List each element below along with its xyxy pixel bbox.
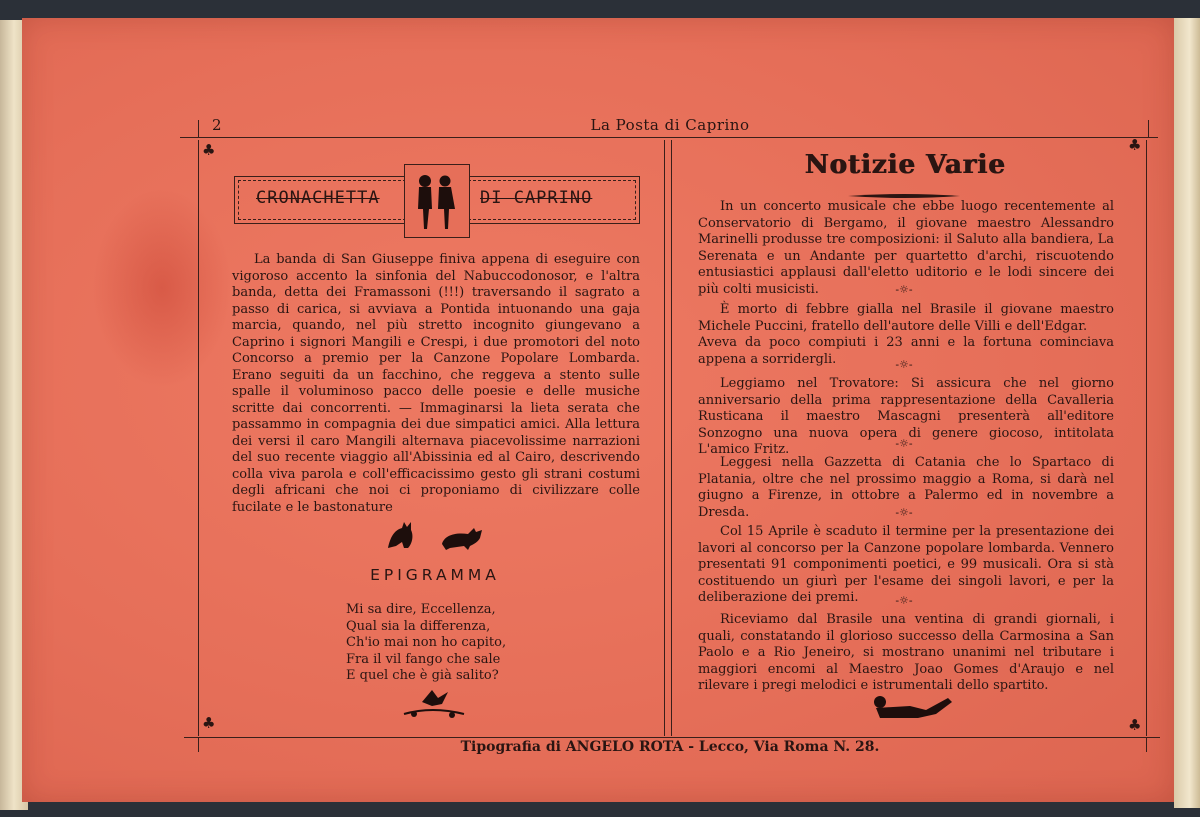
notizie-varie-title: Notizie Varie xyxy=(804,150,1006,180)
poem-line: Mi sa dire, Eccellenza, xyxy=(346,602,496,617)
frame-right xyxy=(1146,140,1147,736)
cats-silhouette-icon xyxy=(384,518,488,556)
book-edge-right xyxy=(1174,18,1200,808)
footer-tick-left xyxy=(198,738,199,752)
epigram-poem xyxy=(346,602,566,685)
banner-left-word: CRONACHETTA xyxy=(256,188,380,208)
clover-ornament-icon: ♣ xyxy=(202,141,216,159)
separator-ornament: -☼- xyxy=(895,437,913,450)
running-title: La Posta di Caprino xyxy=(590,116,750,134)
header-tick-right xyxy=(1148,120,1149,138)
clover-ornament-icon: ♣ xyxy=(202,714,216,732)
news-item: È morto di febbre gialla nel Brasile il giovane maestro Michele Puccini, fratello dell'autore delle Villi e dell'Edgar. Aveva da poco compiuti i 23 anni e la fortuna cominciava appena a sorridergli. xyxy=(698,302,1114,367)
separator-ornament: -☼- xyxy=(895,283,913,296)
column-rule-b xyxy=(671,140,672,736)
clover-ornament-icon: ♣ xyxy=(1128,716,1142,734)
frame-left xyxy=(198,140,199,736)
news-item: Col 15 Aprile è scaduto il termine per la presentazione dei lavori al concorso per la Canzone popolare lombarda. Vennero presentati 91 componimenti poetici, e 99 musicali. Ora si stà costituendo un giurì per l'esame dei singoli lavori, e per la deliberazione dei premi. xyxy=(698,524,1114,605)
news-item: Riceviamo dal Brasile una ventina di grandi giornali, i quali, constatando il glorioso successo della Carmosina a San Paolo e a Rio Jeneiro, si mostrano unanimi nel tributare i maggiori encomi al Maestro Joao Gomes d'Araujo e nel rilevare i pregi melodici e istrumentali dello spartito. xyxy=(698,612,1114,693)
printer-imprint: Tipografia di ANGELO ROTA - Lecco, Via Roma N. 28. xyxy=(460,739,880,755)
epigram-title: EPIGRAMMA xyxy=(370,566,500,584)
footer-rule xyxy=(184,737,1160,738)
news-item: In un concerto musicale che ebbe luogo recentemente al Conservatorio di Bergamo, il giovane maestro Alessandro Marinelli produsse tre composizioni: il Saluto alla bandiera, La Serenata e un Andante per quartetto d'archi, riscuotendo entusiastici applausi dall'eletto uditorio e le lodi sincere dei più colti musicisti. xyxy=(698,199,1114,297)
children-silhouette-icon xyxy=(404,164,470,238)
separator-ornament: -☼- xyxy=(895,358,913,371)
paper-stain xyxy=(92,188,232,388)
title-flourish-icon xyxy=(848,184,960,188)
header-rule xyxy=(180,137,1158,138)
reclining-figure-icon xyxy=(870,694,954,726)
column-rule-a xyxy=(664,140,665,736)
banner-right-word: DI CAPRINO xyxy=(480,188,593,208)
footer-tick-right xyxy=(1146,738,1147,752)
bird-branch-ornament-icon xyxy=(402,684,466,724)
poem-line: Ch'io mai non ho capito, xyxy=(346,635,507,650)
news-item: Leggesi nella Gazzetta di Catania che lo Spartaco di Platania, oltre che nel prossimo maggio a Roma, si darà nel giugno a Firenze, in ottobre a Palermo ed in novembre a Dresda. xyxy=(698,455,1114,520)
separator-ornament: -☼- xyxy=(895,506,913,519)
page-number: 2 xyxy=(212,116,222,134)
poem-line: Qual sia la differenza, xyxy=(346,618,491,634)
cronachetta-article: La banda di San Giuseppe finiva appena di eseguire con vigoroso accento la sinfonia del Nabuccodonosor, e l'altra banda, detta dei Framassoni (!!!) traversando il sagrato a passo di carica, si avviava a Pontida intuonando una gaja marcia, quando, nel più stretto incognito giungevano a Caprino i signori Mangili e Crespi, i due promotori del noto Concorso a premio per la Canzone Popolare Lombarda. Erano seguiti da un facchino, che reggeva a stento sulle spalle il voluminoso pacco delle poesie e delle musiche scritte dai concorrenti. — Immaginarsi la lieta serata che passammo in compagnia dei due simpatici amici. Alla lettura dei versi il caro Mangili alternava piacevolissime narrazioni del suo recente viaggio all'Abissinia ed al Cairo, descrivendo colla viva parola e coll'efficacissimo gesto gli strani costumi degli africani che noi ci proponiamo di civilizzare colle fucilate e le bastonature xyxy=(232,252,640,515)
poem-line: Fra il vil fango che sale xyxy=(346,651,501,667)
separator-ornament: -☼- xyxy=(895,594,913,607)
clover-ornament-icon: ♣ xyxy=(1128,136,1142,154)
poem-line: E quel che è già salito? xyxy=(346,668,499,683)
news-item: Leggiamo nel Trovatore: Si assicura che nel giorno anniversario della prima rappresentazione della Cavalleria Rusticana il maestro Mascagni presenterà all'editore Sonzogno una nuova opera di genere giocoso, intitolata L'amico Fritz. xyxy=(698,376,1114,457)
header-tick-left xyxy=(198,120,199,138)
